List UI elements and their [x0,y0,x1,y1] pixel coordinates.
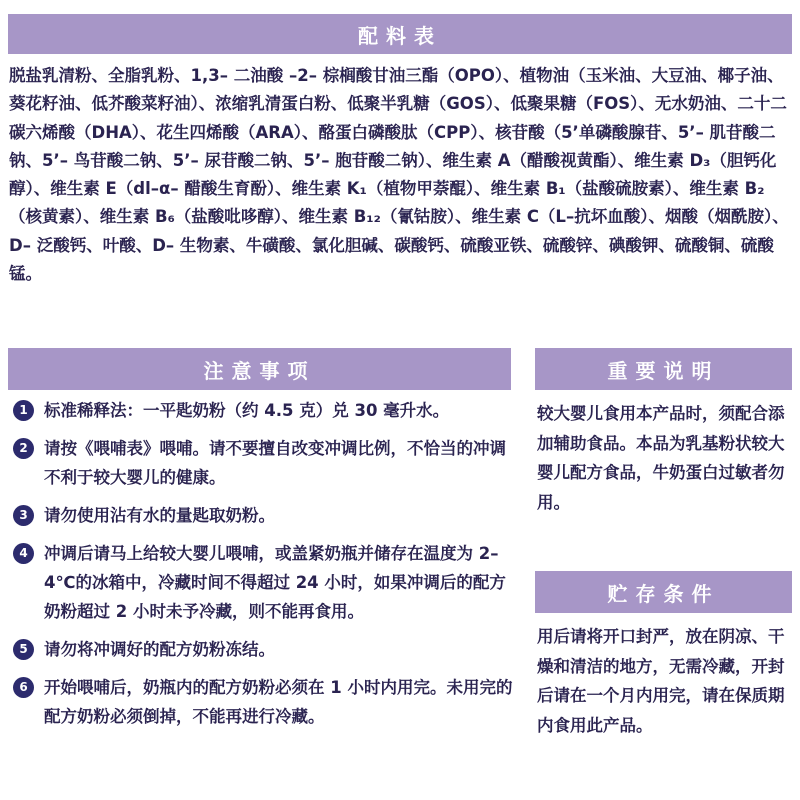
notes-header [8,348,511,390]
important-header-label: 重要说明 [607,358,720,383]
note-text: 请按《喂哺表》喂哺。请不要擅自改变冲调比例，不恰当的冲调不利于较大婴儿的健康。 [44,439,506,487]
storage-header-label: 贮存条件 [607,581,720,606]
note-number-badge: 2 [13,438,34,459]
ingredients-header [8,14,792,54]
note-item [8,635,513,664]
note-item [8,539,513,626]
important-header [535,348,792,390]
note-text: 冲调后请马上给较大婴儿喂哺，或盖紧奶瓶并储存在温度为 2–4℃的冰箱中，冷藏时间不得超过 24 小时，如果冲调后的配方奶粉超过 2 小时未予冷藏，则不能再食用。 [44,544,506,621]
note-text: 标准稀释法：一平匙奶粉（约 4.5 克）兑 30 毫升水。 [44,401,450,420]
ingredients-text: 脱盐乳清粉、全脂乳粉、1,3– 二油酸 –2– 棕榈酸甘油三酯（OPO）、植物油（玉米油、大豆油、椰子油、葵花籽油、低芥酸菜籽油）、浓缩乳清蛋白粉、低聚半乳糖（GOS）、低聚果糖（FOS）、无水奶油、二十二碳六烯酸（DHA）、花生四烯酸（ARA）、酪蛋白磷酸肽（CPP）、核苷酸（5’单磷酸腺苷、5’– 肌苷酸二钠、5’– 鸟苷酸二钠、5’– 尿苷酸二钠、5’– 胞苷酸二钠）、维生素 A（醋酸视黄酯）、维生素 D₃（胆钙化醇）、维生素 E（dl–α– 醋酸生育酚）、维生素 K₁（植物甲萘醌）、维生素 B₁（盐酸硫胺素）、维生素 B₂（核黄素）、维生素 B₆（盐酸吡哆醇）、维生素 B₁₂（氰钴胺）、维生素 C（L–抗坏血酸）、烟酸（烟酰胺）、D– 泛酸钙、叶酸、D– 生物素、牛磺酸、氯化胆碱、碳酸钙、硫酸亚铁、硫酸锌、碘酸钾、硫酸铜、硫酸锰。 [9,66,789,284]
note-number-badge: 5 [13,639,34,660]
notes-header-label: 注意事项 [203,358,316,383]
note-item [8,396,513,425]
storage-header [535,571,792,613]
note-number-badge: 1 [13,400,34,421]
note-number-badge: 4 [13,543,34,564]
note-text: 请勿将冲调好的配方奶粉冻结。 [44,640,275,659]
notes-list [8,396,513,740]
note-number-badge: 6 [13,677,34,698]
note-text: 请勿使用沾有水的量匙取奶粉。 [44,506,275,525]
note-number-badge: 3 [13,505,34,526]
ingredients-header-label: 配料表 [358,23,442,48]
note-item [8,673,513,731]
note-item [8,434,513,492]
important-text: 较大婴儿食用本产品时，须配合添加辅助食品。本品为乳基粉状较大婴儿配方食品，牛奶蛋白过敏者勿用。 [537,404,785,512]
storage-text: 用后请将开口封严，放在阴凉、干燥和清洁的地方，无需冷藏，开封后请在一个月内用完，请在保质期内食用此产品。 [537,627,785,735]
note-item [8,501,513,530]
note-text: 开始喂哺后，奶瓶内的配方奶粉必须在 1 小时内用完。未用完的配方奶粉必须倒掉，不能再进行冷藏。 [44,678,513,726]
